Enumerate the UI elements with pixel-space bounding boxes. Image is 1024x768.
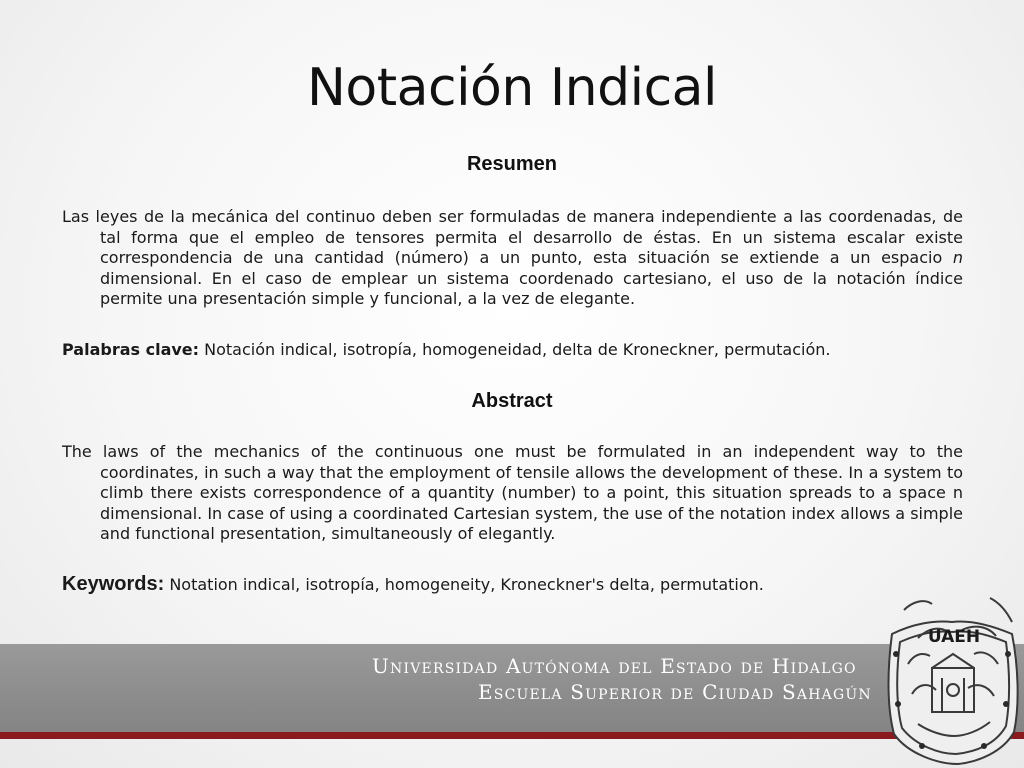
keywords-line	[62, 573, 982, 596]
resumen-italic-n: n	[952, 248, 963, 267]
resumen-paragraph	[62, 207, 963, 310]
palabras-clave-text: Notación indical, isotropía, homogeneidad, delta de Kroneckner, permutación.	[199, 340, 831, 359]
university-seal-logo	[878, 594, 1024, 768]
abstract-heading: Abstract	[471, 390, 553, 412]
resumen-text-start: Las leyes de la mecánica del continuo deben ser formuladas de manera independiente a las coordenadas, de tal forma que el empleo de tensores permita el desarrollo de éstas. En un sistema escalar existe correspondencia de una cantidad (número) a un punto, esta situación se extiende a un espacio	[62, 207, 963, 267]
resumen-text-end: dimensional. En el caso de emplear un sistema coordenado cartesiano, el uso de la notación índice permite una presentación simple y funcional, a la vez de elegante.	[100, 268, 963, 308]
school-name: Escuela Superior de Ciudad Sahagún	[478, 680, 872, 704]
palabras-clave-line	[62, 340, 982, 359]
slide-title: Notación Indical	[307, 58, 717, 118]
footer-accent-line	[0, 732, 1024, 739]
resumen-heading: Resumen	[466, 153, 558, 175]
palabras-clave-label: Palabras clave:	[62, 340, 200, 359]
seal-text: UAEH	[927, 627, 981, 647]
university-name: Universidad Autónoma del Estado de Hidalgo	[372, 654, 857, 678]
keywords-text: Notation indical, isotropía, homogeneity, Kroneckner's delta, permutation.	[164, 575, 764, 594]
keywords-label: Keywords:	[62, 573, 165, 595]
abstract-paragraph: The laws of the mechanics of the continuous one must be formulated in an independent way to the coordinates, in such a way that the employment of tensile allows the development of these. In a system to climb there exists correspondence of a quantity (number) to a point, this situation spreads to a space n dimensional. In case of using a coordinated Cartesian system, the use of the notation index allows a simple and functional presentation, simultaneously of elegantly.	[62, 442, 963, 543]
